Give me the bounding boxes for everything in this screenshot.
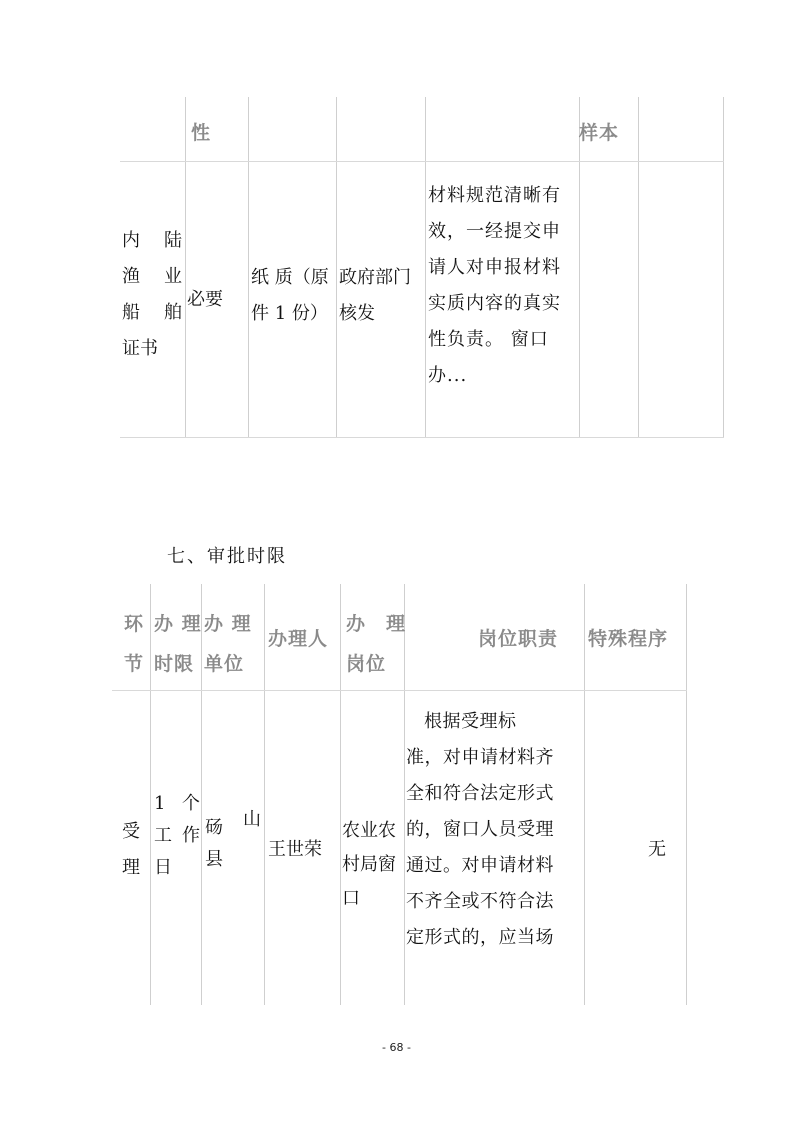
header-special-procedure: 特殊程序 xyxy=(588,628,669,650)
header-time-limit: 办 理 时限 xyxy=(154,613,202,675)
material-necessity: 必要 xyxy=(187,289,223,310)
page-number: - 68 - xyxy=(382,1041,411,1054)
material-requirements: 材料规范清晰有 效，一经提交申 请人对申报材料 实质内容的真实 性负责。 窗口 办... xyxy=(428,185,561,386)
material-source: 政府部门 核发 xyxy=(339,267,411,324)
header-post: 办 理 岗位 xyxy=(346,613,407,675)
header-handler: 办理人 xyxy=(268,628,329,650)
header-unit: 办 理 单位 xyxy=(204,613,252,675)
table1-header-col2: 性 xyxy=(191,122,212,144)
duty-cell: 根据受理标 准，对申请材料齐 全和符合法定形式 的，窗口人员受理 通过。对申请材料 不齐全或不符合法 定形式的，应当场 xyxy=(406,711,554,948)
handler-cell: 王世荣 xyxy=(268,839,322,860)
material-name: 内 陆 渔 业 船 舶 证书 xyxy=(122,230,182,359)
material-form: 纸 质（原 件 1 份） xyxy=(251,267,329,324)
special-procedure-cell: 无 xyxy=(648,839,666,860)
header-duty: 岗位职责 xyxy=(478,628,559,650)
time-limit-cell: 1 个 工 作 日 xyxy=(154,793,200,878)
stage-cell: 受 理 xyxy=(122,821,140,878)
post-cell: 农业农 村局窗 口 xyxy=(342,820,396,909)
unit-cell: 砀 山 县 xyxy=(205,809,261,870)
section-title-approval-time-limit: 七、审批时限 xyxy=(167,546,287,567)
header-stage: 环 节 xyxy=(124,613,145,675)
table1-header-sample: 样本 xyxy=(579,122,620,144)
